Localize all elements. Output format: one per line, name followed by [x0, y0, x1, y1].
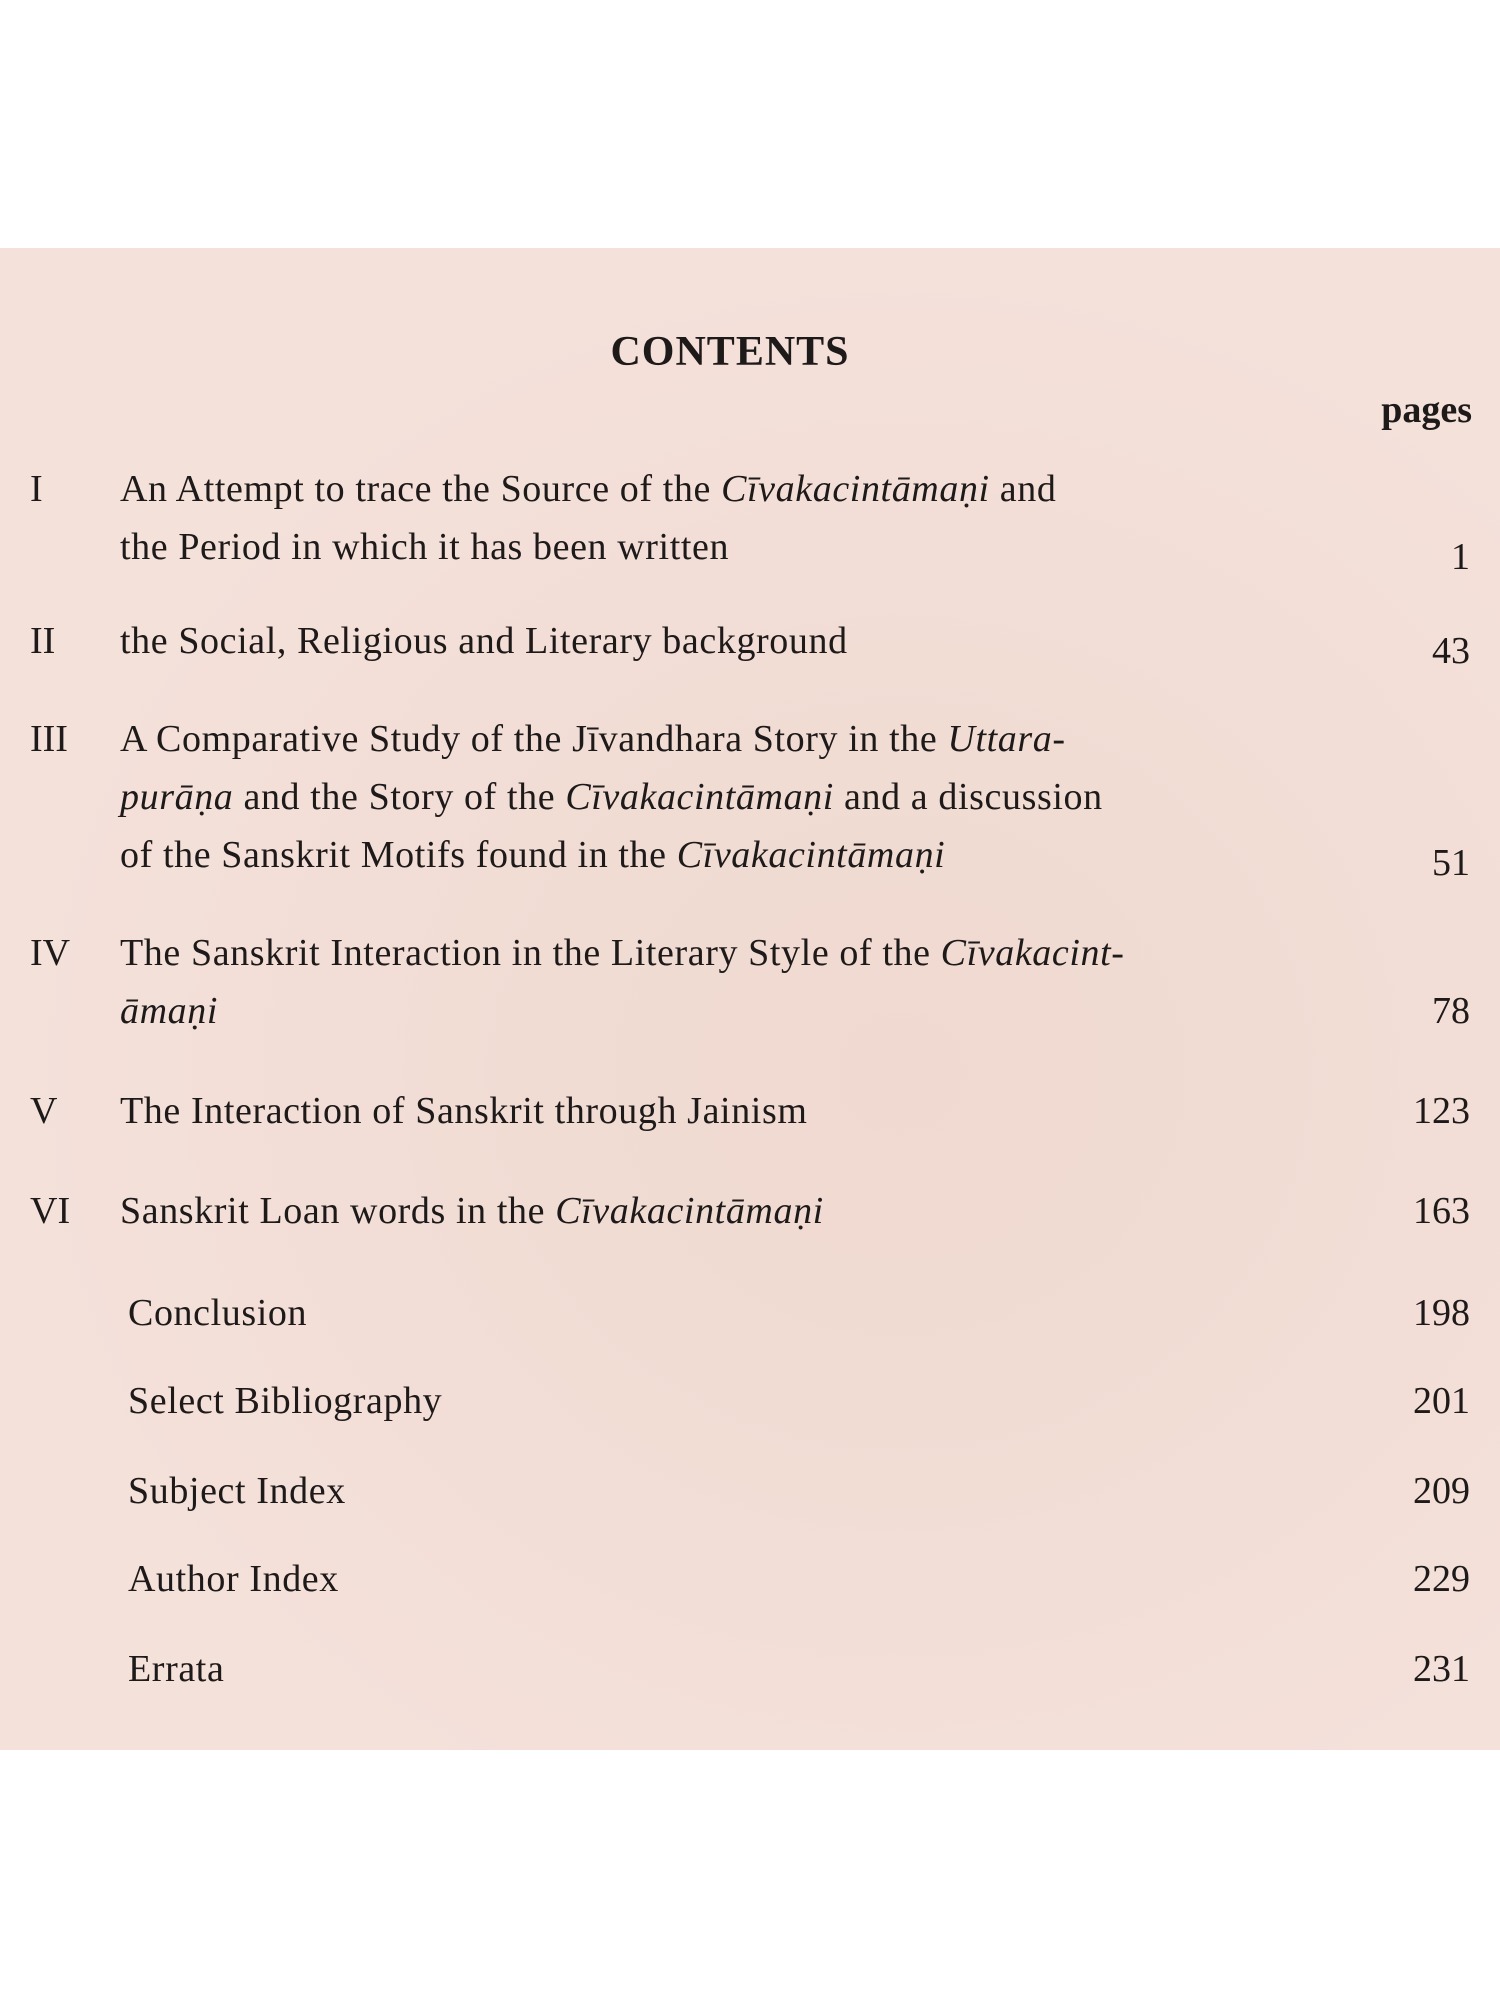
chapter-title: the Social, Religious and Literary background [120, 620, 848, 662]
chapter-title: A Comparative Study of the Jīvandhara Story in the Uttara- purāṇa and the Story of the Cīvakacintāmaṇi and a discussion of the Sanskrit Motifs found in the Cīvakacintāmaṇi [120, 718, 1103, 876]
chapter-title: Sanskrit Loan words in the Cīvakacintāmaṇi [120, 1190, 824, 1232]
pages-column-label: pages [1381, 389, 1472, 431]
page-number: 78 [1432, 990, 1470, 1032]
book-page [0, 248, 1500, 1750]
page-number: 209 [1413, 1470, 1470, 1512]
entry-title: Subject Index [128, 1470, 346, 1512]
page-number: 123 [1413, 1090, 1470, 1132]
chapter-number: V [30, 1090, 58, 1132]
page-title: CONTENTS [610, 329, 850, 375]
page-number: 229 [1413, 1558, 1470, 1600]
page-number: 51 [1432, 842, 1470, 884]
entry-title: Select Bibliography [128, 1380, 443, 1422]
entry-title: Conclusion [128, 1292, 308, 1334]
chapter-number: VI [30, 1190, 71, 1232]
entry-title: Author Index [128, 1558, 339, 1600]
chapter-number: III [30, 718, 68, 760]
chapter-title: The Interaction of Sanskrit through Jainism [120, 1090, 808, 1132]
chapter-number: I [30, 468, 43, 510]
chapter-title: The Sanskrit Interaction in the Literary Style of the Cīvakacint- āmaṇi [120, 932, 1125, 1032]
chapter-number: IV [30, 932, 71, 974]
chapter-number: II [30, 620, 56, 662]
page-number: 43 [1432, 630, 1470, 672]
page-number: 1 [1451, 536, 1470, 578]
page-number: 198 [1413, 1292, 1470, 1334]
chapter-title: An Attempt to trace the Source of the Cīvakacintāmaṇi and the Period in which it has been written [120, 468, 1057, 568]
page-number: 231 [1413, 1648, 1470, 1690]
page-number: 201 [1413, 1380, 1470, 1422]
page-number: 163 [1413, 1190, 1470, 1232]
entry-title: Errata [128, 1648, 225, 1690]
